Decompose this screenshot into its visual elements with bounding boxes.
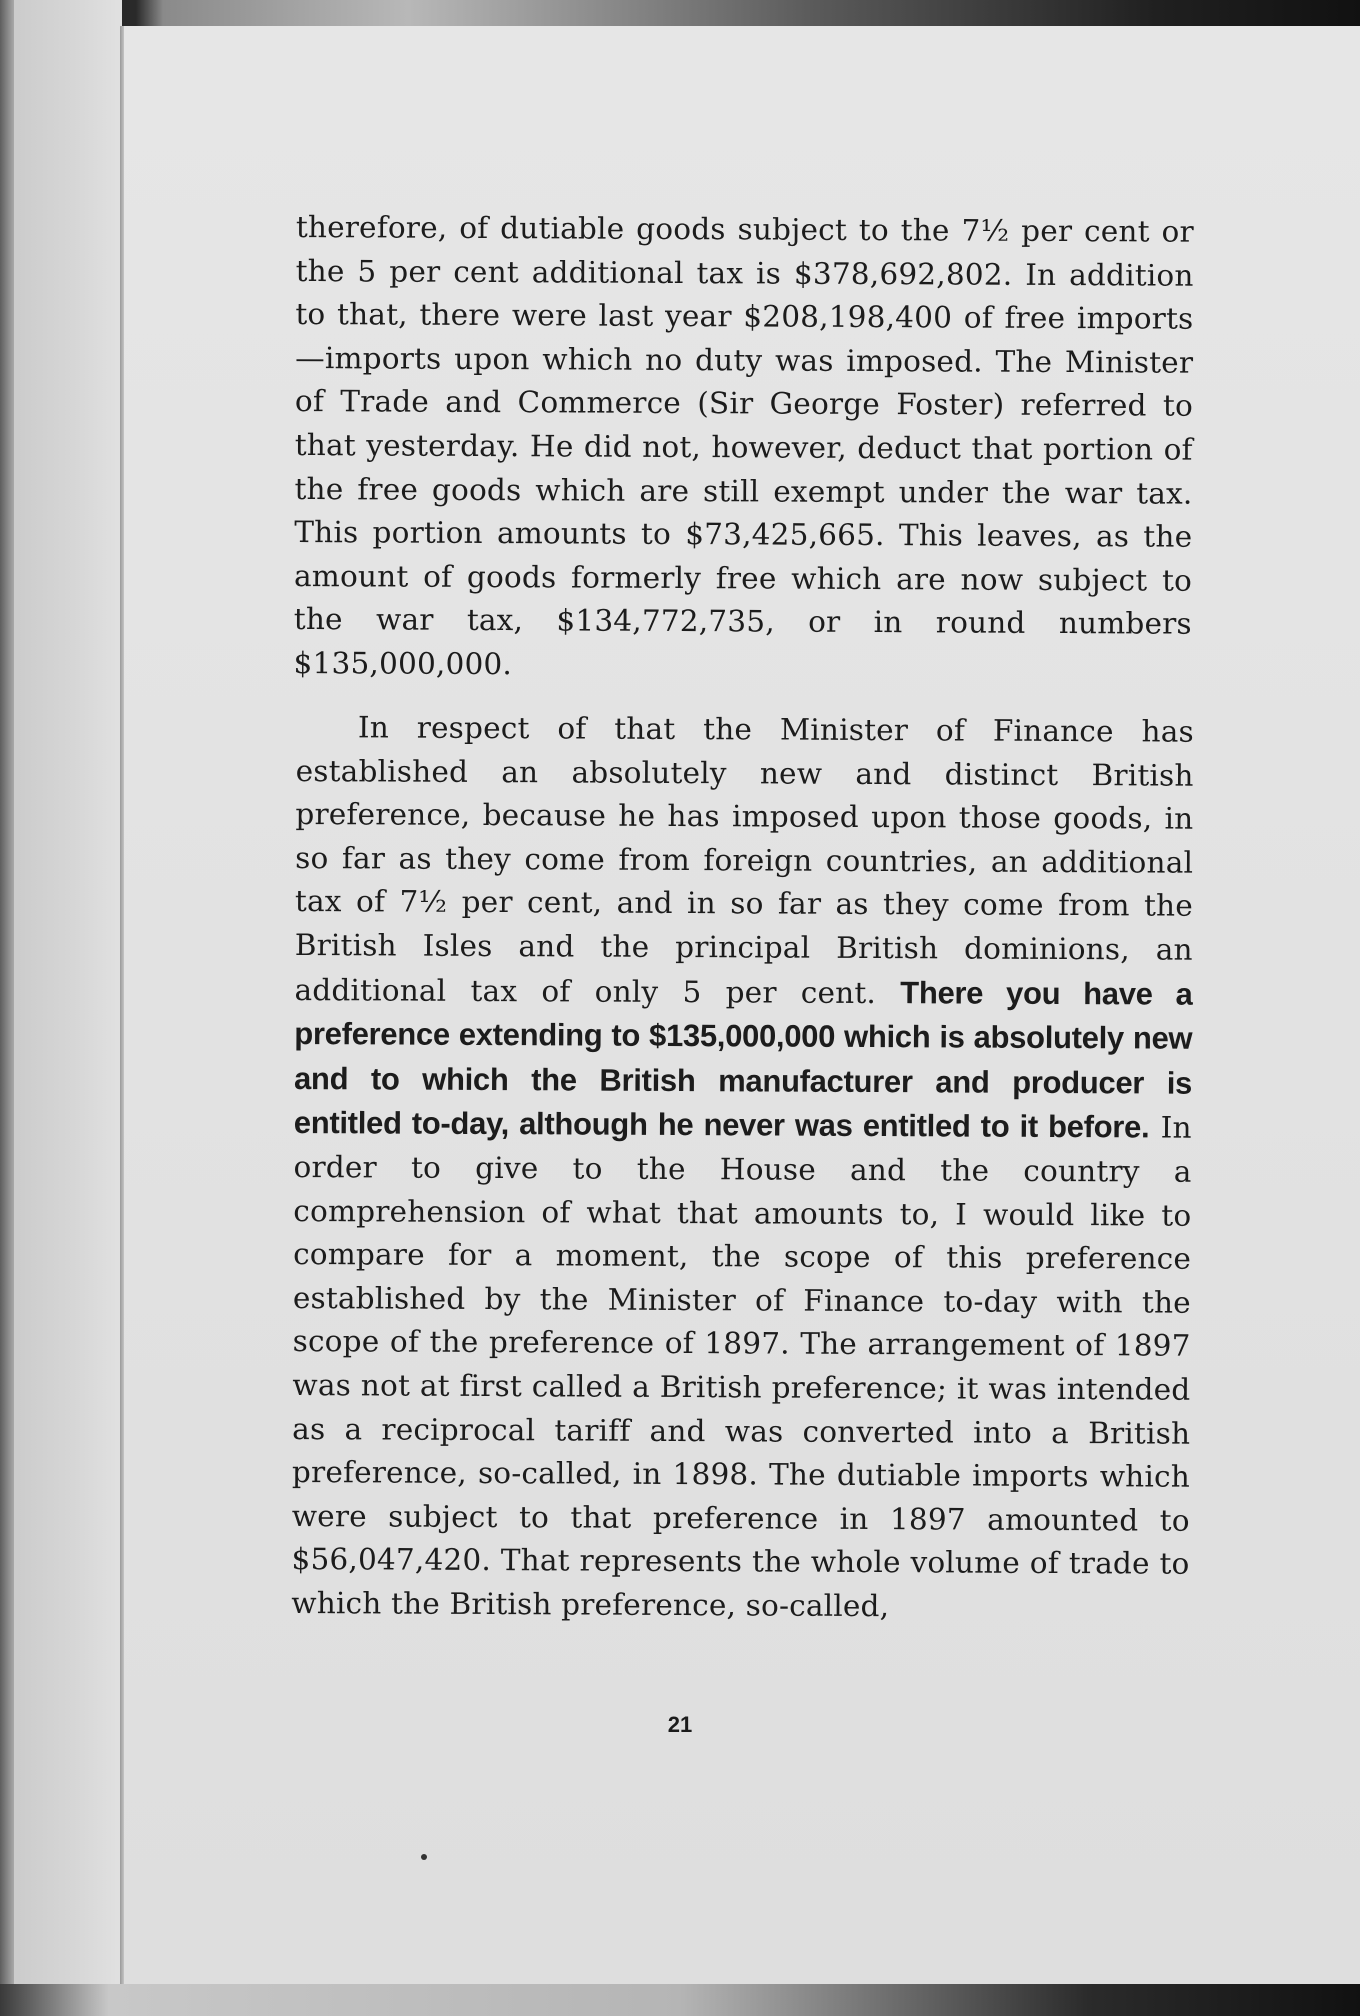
scan-top-border (0, 0, 1360, 26)
ink-speck (421, 1854, 427, 1860)
body-text (291, 206, 1194, 1625)
scan-bottom-border (0, 1984, 1360, 2016)
paragraph-1: therefore, of dutiable goods subject to the 7½ per cent or the 5 per cent additional tax is $378,692,802. In addition to that, there were last year $208,198,400 of free imports—imports upon which no duty was imposed. The Minister of Trade and Commerce (Sir George Foster) referred to that yesterday. He did not, however, deduct that portion of the free goods which are still exempt under the war tax. This portion amounts to $73,425,665. This leaves, as the amount of goods formerly free which are now subject to the war tax, $134,772,735, or in round numbers $135,000,000. (293, 209, 1194, 682)
paragraph-2-start: In respect of that the Minister of Finance has established an absolutely new and distinct British preference, because he has imposed upon those goods, in so far as they come from foreign countries, an additional tax of 7½ per cent, and in so far as they come from the British Isles and the principal British dominions, an additional tax of only 5 per cent. (294, 709, 1194, 1010)
paragraph-2 (291, 706, 1194, 1630)
page-number: 21 (667, 1712, 693, 1737)
paragraph-2-end: In order to give to the House and the country a comprehension of what that amounts to, I would like to compare for a moment, the scope of this preference established by the Minister of Finance to-day with the scope of the preference of 1897. The arrangement of 1897 was not at first called a British preference; it was intended as a reciprocal tariff and was converted into a British preference, so-called, in 1898. The dutiable imports which were subject to that preference in 1897 amounted to $56,047,420. That represents the whole volume of trade to which the British preference, so-called, (291, 1110, 1192, 1623)
paragraph-2-bold-passage: There you have a preference extending to $135,000,000 which is absolutely new and to which the British manufacturer and producer is entitled to-day, although he never was entitled to it before. (293, 974, 1193, 1145)
